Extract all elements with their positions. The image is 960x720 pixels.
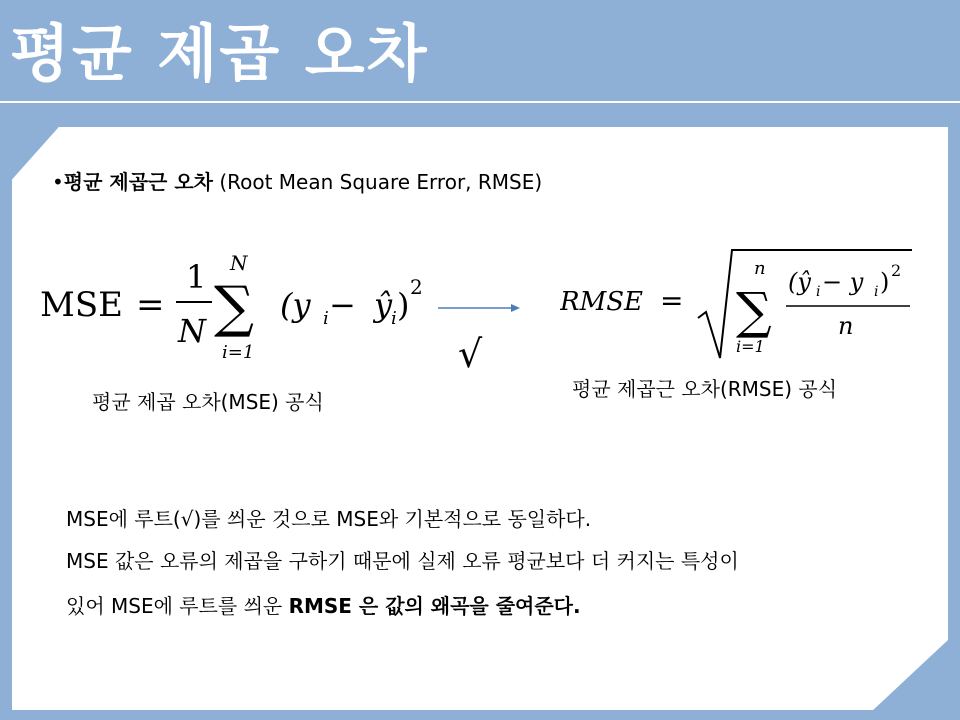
paragraph-line-2: MSE 값은 오류의 제곱을 구하기 때문에 실제 오류 평균보다 더 커지는 특성이 — [66, 549, 739, 573]
rmse-sum-symbol: ∑ — [736, 282, 772, 340]
mse-lower-limit: i=1 — [222, 342, 255, 363]
mse-lhs: MSE — [40, 285, 123, 325]
bullet-heading-rest: (Root Mean Square Error, RMSE) — [212, 170, 543, 194]
title-divider — [0, 101, 960, 103]
transform-arrow — [438, 300, 520, 316]
bullet-heading — [52, 166, 542, 195]
rmse-denominator: n — [838, 312, 854, 340]
mse-numerator: 1 — [186, 258, 207, 296]
mse-upper-limit: N — [230, 251, 248, 275]
mse-term-open: (y — [280, 286, 311, 324]
mse-equals: = — [136, 285, 165, 325]
mse-caption: 평균 제곱 오차(MSE) 공식 — [92, 390, 324, 414]
rmse-lower-limit: i=1 — [736, 337, 765, 356]
rmse-close: ) — [880, 268, 890, 296]
rmse-radical — [698, 250, 912, 358]
rmse-formula — [560, 240, 920, 370]
paragraph-line-3 — [66, 590, 581, 619]
mse-sub-i-2: i — [391, 308, 397, 329]
mse-minus: − — [329, 286, 356, 324]
mse-sum-symbol: ∑ — [214, 275, 254, 340]
content-card — [12, 127, 948, 710]
bullet-heading-bold: 평균 제곱근 오차 — [63, 170, 213, 194]
rmse-sub-i-1: i — [816, 284, 821, 300]
paragraph-line-1: MSE에 루트(√)를 씌운 것으로 MSE와 기본적으로 동일하다. — [66, 507, 592, 531]
rmse-numerator-open: (ŷ — [788, 268, 811, 296]
mse-yhat: ŷ — [374, 286, 393, 324]
mse-power: 2 — [410, 275, 423, 299]
rmse-caption: 평균 제곱근 오차(RMSE) 공식 — [572, 377, 838, 401]
rmse-equals: = — [660, 284, 684, 317]
paragraph-line-3-plain: 있어 MSE에 루트를 씌운 — [66, 594, 289, 618]
mse-denominator: N — [178, 312, 206, 350]
mse-close: ) — [397, 286, 410, 324]
slide-title: 평균 제곱 오차 — [10, 17, 429, 90]
rmse-sub-i-2: i — [874, 284, 879, 300]
mse-formula — [40, 248, 440, 368]
sqrt-symbol: √ — [458, 332, 483, 376]
paragraph-line-3-bold: RMSE 은 값의 왜곡을 줄여준다. — [288, 594, 581, 618]
rmse-power: 2 — [891, 261, 902, 280]
rmse-upper-limit: n — [754, 258, 766, 279]
bullet-marker: • — [52, 170, 64, 194]
rmse-lhs: RMSE — [560, 287, 643, 317]
rmse-minus-y: − y — [822, 268, 864, 296]
mse-sub-i-1: i — [323, 308, 329, 329]
